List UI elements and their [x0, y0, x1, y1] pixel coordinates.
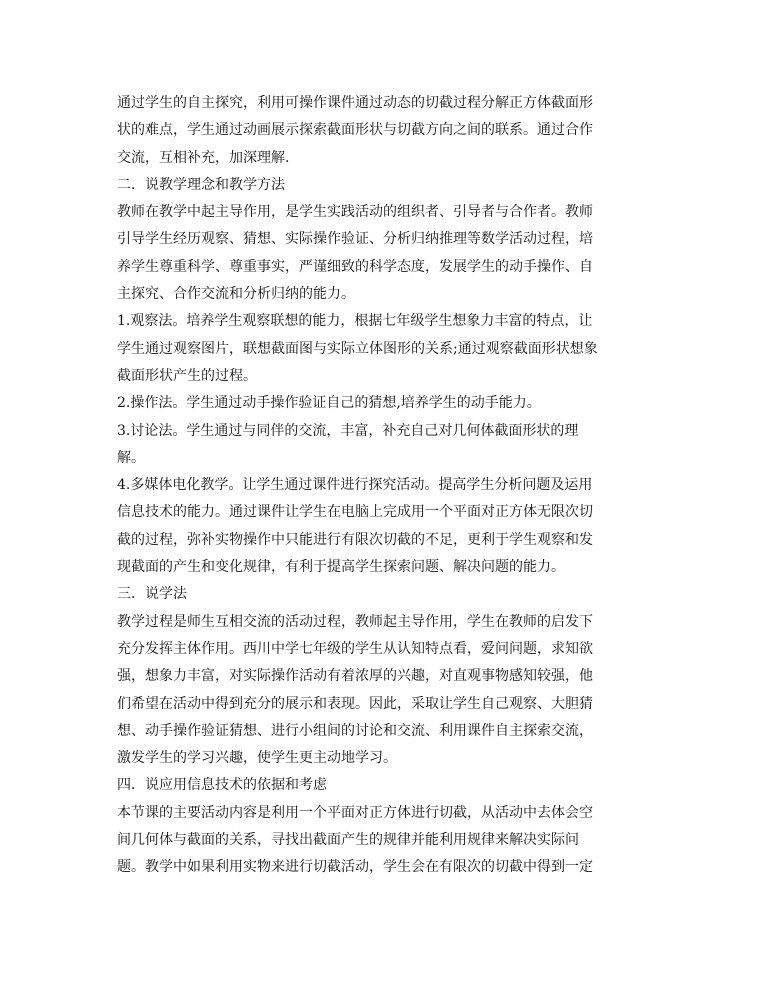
- list-item: 2.操作法。学生通过动手操作验证自己的猜想,培养学生的动手能力。: [117, 395, 541, 412]
- text-line: 本节课的主要活动内容是利用一个平面对正方体进行切截，从活动中去体会空: [117, 804, 593, 821]
- text-line: 们希望在活动中得到充分的展示和表现。因此，采取让学生自己观察、大胆猜: [117, 695, 593, 712]
- text-line: 教学过程是师生互相交流的活动过程，教师起主导作用，学生在教师的启发下: [117, 613, 593, 630]
- text-line: 激发学生的学习兴趣，使学生更主动地学习。: [117, 750, 397, 767]
- text-line: 主探究、合作交流和分析归纳的能力。: [117, 286, 355, 303]
- text-line: 充分发挥主体作用。西川中学七年级的学生从认知特点看，爱问问题，求知欲: [117, 640, 593, 657]
- text-line: 状的难点，学生通过动画展示探索截面形状与切截方向之间的联系。通过合作: [117, 122, 593, 139]
- text-line: 截的过程，弥补实物操作中只能进行有限次切截的不足，更利于学生观察和发: [117, 531, 593, 548]
- section-heading: 三．说学法: [117, 586, 187, 603]
- text-line: 交流，互相补充，加深理解.: [117, 149, 290, 166]
- text-line: 信息技术的能力。通过课件让学生在电脑上完成用一个平面对正方体无限次切: [117, 504, 593, 521]
- text-line: 题。教学中如果利用实物来进行切截活动，学生会在有限次的切截中得到一定: [117, 859, 593, 876]
- text-line: 间几何体与截面的关系，寻找出截面产生的规律并能利用规律来解决实际问: [117, 832, 579, 849]
- list-item: 4.多媒体电化教学。让学生通过课件进行探究活动。提高学生分析问题及运用: [117, 477, 593, 494]
- section-heading: 四．说应用信息技术的依据和考虑: [117, 777, 327, 794]
- document-body: [117, 90, 657, 882]
- text-line: 学生通过观察图片，联想截面图与实际立体图形的关系;通过观察截面形状想象: [117, 340, 598, 357]
- text-line: 想、动手操作验证猜想、进行小组间的讨论和交流、利用课件自主探索交流，: [117, 722, 593, 739]
- list-item: 1.观察法。培养学生观察联想的能力，根据七年级学生想象力丰富的特点，让: [117, 313, 593, 330]
- text-line: 现截面的产生和变化规律，有利于提高学生探索问题、解决问题的能力。: [117, 559, 565, 576]
- text-line: 养学生尊重科学、尊重事实，严谨细致的科学态度，发展学生的动手操作、自: [117, 258, 593, 275]
- text-line: 截面形状产生的过程。: [117, 367, 257, 384]
- text-line: 强，想象力丰富，对实际操作活动有着浓厚的兴趣，对直观事物感知较强，他: [117, 668, 593, 685]
- section-heading: 二．说教学理念和教学方法: [117, 176, 285, 193]
- text-line: 解。: [117, 449, 145, 466]
- list-item: 3.讨论法。学生通过与同伴的交流，丰富，补充自己对几何体截面形状的理: [117, 422, 579, 439]
- text-line: 通过学生的自主探究，利用可操作课件通过动态的切截过程分解正方体截面形: [117, 95, 593, 111]
- text-line: 引导学生经历观察、猜想、实际操作验证、分析归纳推理等数学活动过程，培: [117, 231, 593, 248]
- text-line: 教师在教学中起主导作用，是学生实践活动的组织者、引导者与合作者。教师: [117, 204, 593, 221]
